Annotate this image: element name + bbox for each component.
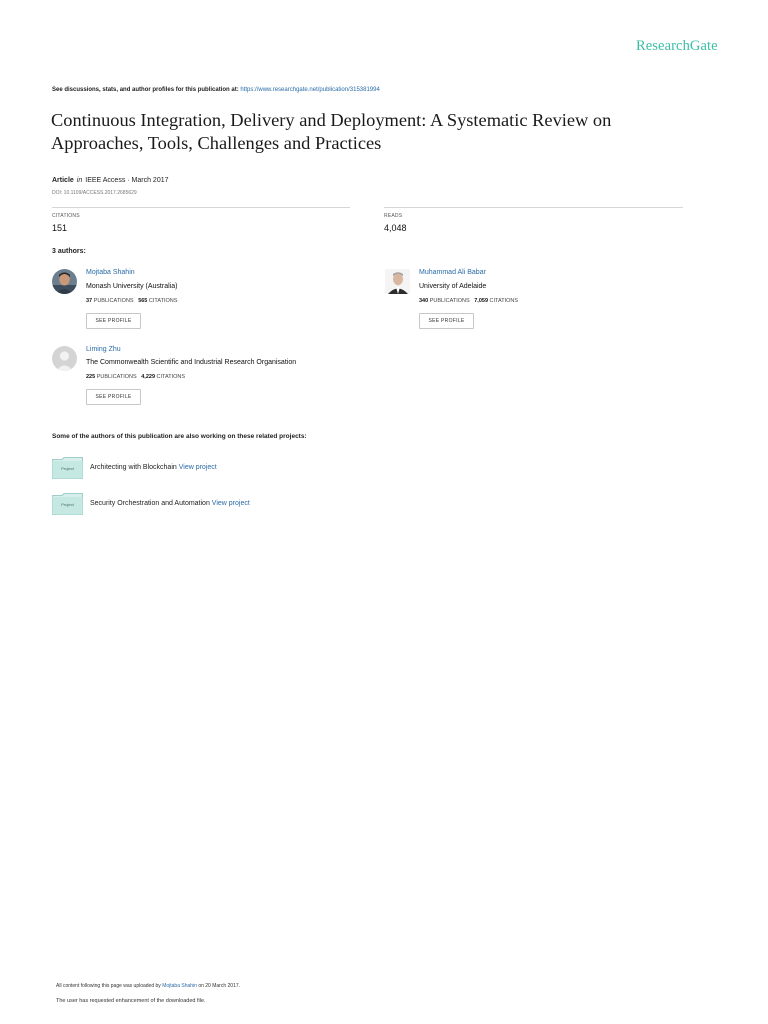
citations-label: CITATIONS bbox=[52, 213, 80, 219]
uploader-link[interactable]: Mojtaba Shahin bbox=[162, 983, 197, 989]
author-stats bbox=[419, 298, 518, 304]
upload-prefix: All content following this page was uploaded by bbox=[56, 983, 163, 989]
citations-label: CITATIONS bbox=[148, 298, 178, 304]
reads-value: 4,048 bbox=[384, 223, 407, 233]
person-photo-icon bbox=[52, 269, 77, 294]
article-type: Article bbox=[52, 177, 74, 184]
publications-count: 340 bbox=[419, 298, 429, 304]
project-title: Architecting with Blockchain bbox=[90, 464, 177, 471]
publications-label: PUBLICATIONS bbox=[93, 298, 134, 304]
divider-right bbox=[384, 207, 683, 208]
person-photo-icon bbox=[385, 269, 410, 294]
view-project-link[interactable]: View project bbox=[211, 500, 250, 507]
author-avatar-mojtaba-shahin[interactable] bbox=[52, 269, 77, 294]
citations-count: 7,059 bbox=[474, 298, 489, 304]
citations-label: CITATIONS bbox=[489, 298, 519, 304]
see-profile-button[interactable]: SEE PROFILE bbox=[86, 313, 141, 329]
discussion-text: See discussions, stats, and author profiles for this publication at: bbox=[52, 87, 241, 93]
authors-header: 3 authors: bbox=[52, 248, 86, 255]
publications-label: PUBLICATIONS bbox=[96, 374, 137, 380]
see-profile-button[interactable]: SEE PROFILE bbox=[419, 313, 474, 329]
author-name-link[interactable]: Muhammad Ali Babar bbox=[419, 269, 486, 276]
publications-count: 225 bbox=[86, 374, 96, 380]
author-stats bbox=[86, 298, 177, 304]
author-institution: University of Adelaide bbox=[419, 283, 487, 290]
article-in-word: in bbox=[76, 177, 83, 184]
view-project-link[interactable]: View project bbox=[178, 464, 217, 471]
project-folder-icon[interactable] bbox=[52, 457, 83, 479]
divider-left bbox=[52, 207, 350, 208]
related-projects-header: Some of the authors of this publication are also working on these related projects: bbox=[52, 433, 307, 440]
author-name-link[interactable]: Mojtaba Shahin bbox=[86, 269, 135, 276]
author-avatar-muhammad-ali-babar[interactable] bbox=[385, 269, 410, 294]
citations-count: 4,229 bbox=[141, 374, 156, 380]
citations-value: 151 bbox=[52, 223, 68, 233]
citations-count: 565 bbox=[138, 298, 148, 304]
article-meta bbox=[52, 177, 169, 184]
paper-title-line-2: Approaches, Tools, Challenges and Practices bbox=[51, 133, 382, 153]
citations-label: CITATIONS bbox=[156, 374, 186, 380]
upload-note bbox=[56, 983, 240, 989]
researchgate-logo[interactable]: ResearchGate bbox=[636, 38, 718, 54]
author-name-link[interactable]: Liming Zhu bbox=[86, 346, 121, 353]
publications-label: PUBLICATIONS bbox=[429, 298, 470, 304]
see-discussions-line bbox=[52, 87, 380, 93]
enhancement-note: The user has requested enhancement of the downloaded file. bbox=[56, 998, 206, 1004]
author-institution: Monash University (Australia) bbox=[86, 283, 178, 290]
paper-title bbox=[51, 109, 731, 155]
paper-title-line-1: Continuous Integration, Delivery and Deployment: A Systematic Review on bbox=[51, 110, 612, 130]
article-venue: IEEE Access · March 2017 bbox=[85, 177, 169, 184]
upload-suffix: on 20 March 2017. bbox=[196, 983, 241, 989]
project-item bbox=[90, 464, 217, 471]
project-folder-icon[interactable] bbox=[52, 493, 83, 515]
publication-url-link[interactable]: https://www.researchgate.net/publication/315381994 bbox=[240, 87, 380, 93]
author-stats bbox=[86, 374, 185, 380]
default-avatar-icon bbox=[52, 346, 77, 371]
reads-label: READS bbox=[384, 213, 403, 219]
project-icon-label: Project bbox=[61, 466, 74, 471]
project-icon-label: Project bbox=[61, 502, 74, 507]
author-institution: The Commonwealth Scientific and Industrial Research Organisation bbox=[86, 359, 297, 366]
project-item bbox=[90, 500, 250, 507]
project-title: Security Orchestration and Automation bbox=[90, 500, 210, 507]
see-profile-button[interactable]: SEE PROFILE bbox=[86, 389, 141, 405]
publications-count: 37 bbox=[86, 298, 93, 304]
author-avatar-liming-zhu[interactable] bbox=[52, 346, 77, 371]
article-doi: DOI: 10.1109/ACCESS.2017.2685629 bbox=[52, 190, 137, 196]
